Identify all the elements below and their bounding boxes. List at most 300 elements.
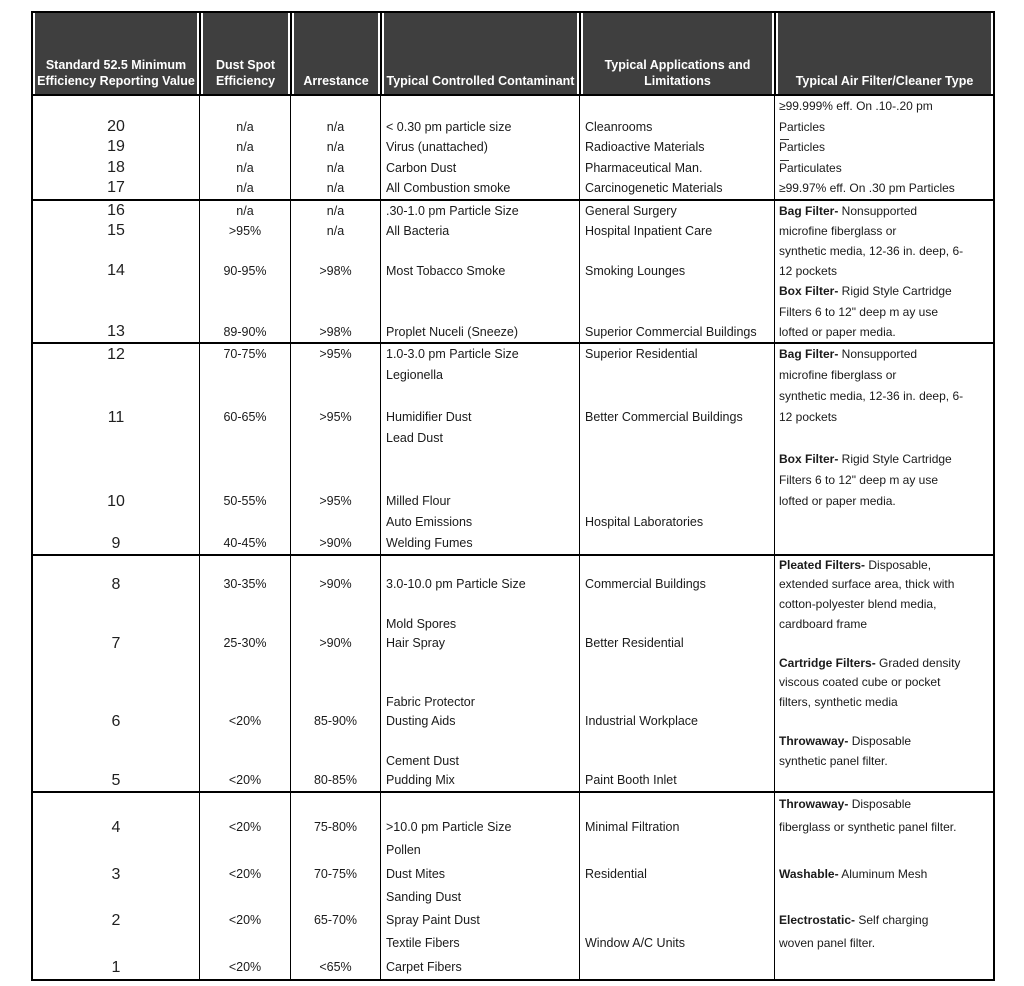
dust-spot-efficiency-line [200, 241, 290, 261]
arrestance-line: >98% [319, 324, 352, 339]
dust-spot-efficiency-line [200, 752, 290, 772]
arrestance-line [291, 793, 380, 816]
contaminant-line: Carbon Dust [386, 160, 457, 175]
merv-value-line: 18 [107, 158, 125, 176]
merv-value-column [33, 201, 199, 342]
application-line: Commercial Buildings [585, 577, 706, 592]
contaminant-line: Carpet Fibers [386, 959, 462, 974]
filter-category-label: Bag Filter- [779, 203, 839, 218]
contaminant-line: Proplet Nuceli (Sneeze) [386, 324, 519, 339]
merv-value-line [33, 386, 199, 407]
arrestance-line: >95% [319, 409, 352, 424]
dust-spot-efficiency-line: n/a [236, 140, 254, 155]
dust-spot-efficiency-line: 40-45% [223, 535, 267, 550]
dust-spot-efficiency-column [199, 793, 290, 979]
application-line: Better Residential [585, 636, 684, 651]
filter-type-line: 12 pockets [779, 409, 838, 424]
dust-spot-efficiency-line [200, 932, 290, 955]
contaminant-line [381, 470, 579, 491]
filter-type-column [774, 201, 993, 342]
arrestance-line [291, 595, 380, 615]
merv-value-line [33, 281, 199, 301]
contaminant-line: 1.0-3.0 pm Particle Size [386, 346, 519, 361]
application-line [580, 556, 774, 576]
dust-spot-efficiency-column [199, 344, 290, 554]
application-line: Industrial Workplace [585, 714, 699, 729]
merv-value-line [33, 595, 199, 615]
contaminant-column [380, 556, 579, 791]
arrestance-line [291, 615, 380, 635]
filter-type-column [774, 556, 993, 791]
filter-type-line: Bag Filter- Nonsupported [779, 346, 918, 361]
filter-category-label: Washable- [779, 866, 839, 881]
application-line: Window A/C Units [585, 936, 686, 951]
dust-spot-efficiency-column [199, 96, 290, 199]
merv-value-column [33, 556, 199, 791]
filter-type-line: Particles [775, 137, 993, 158]
arrestance-line: >95% [319, 493, 352, 508]
dust-spot-efficiency-line [200, 839, 290, 862]
table-section-1 [33, 96, 993, 199]
arrestance-column [290, 96, 380, 199]
merv-value-line [33, 654, 199, 674]
contaminant-line [381, 241, 579, 261]
table-section-3 [33, 342, 993, 554]
merv-value-line [33, 615, 199, 635]
merv-value-line [33, 241, 199, 261]
dust-spot-efficiency-line: 70-75% [223, 346, 267, 361]
arrestance-line: n/a [326, 140, 345, 155]
merv-value-line [33, 932, 199, 955]
dust-spot-efficiency-line: <20% [228, 773, 262, 788]
dust-spot-efficiency-line: <20% [228, 714, 262, 729]
application-line: Hospital Laboratories [585, 514, 704, 529]
dust-spot-efficiency-line: 50-55% [223, 493, 267, 508]
contaminant-line [381, 281, 579, 301]
filter-type-line: cotton-polyester blend media, [779, 597, 937, 611]
arrestance-line [291, 886, 380, 909]
contaminant-line: Welding Fumes [386, 535, 473, 550]
dust-spot-efficiency-line: n/a [236, 181, 254, 196]
header-typical-applications: Typical Applications and Limitations [579, 13, 774, 94]
merv-value-line: 6 [111, 713, 121, 731]
application-line [580, 365, 774, 386]
application-line: Cleanrooms [585, 119, 653, 134]
arrestance-line [291, 281, 380, 301]
arrestance-line [291, 732, 380, 752]
arrestance-line: 85-90% [313, 714, 358, 729]
arrestance-line: >90% [319, 577, 352, 592]
filter-type-line: synthetic media, 12-36 in. deep, 6- [779, 388, 964, 403]
dust-spot-efficiency-line: 89-90% [223, 324, 267, 339]
application-column [579, 96, 774, 199]
arrestance-line: n/a [326, 181, 345, 196]
contaminant-line: All Bacteria [386, 224, 450, 239]
arrestance-line: 70-75% [313, 866, 358, 881]
application-line [580, 909, 774, 932]
header-merv-value: Standard 52.5 Minimum Efficiency Reporting Value [33, 13, 199, 94]
filter-type-line: Particulates [775, 158, 993, 179]
dust-spot-efficiency-line: n/a [236, 160, 254, 175]
contaminant-column [380, 793, 579, 979]
filter-category-label: Bag Filter- [779, 346, 839, 361]
application-column [579, 556, 774, 791]
contaminant-line: Lead Dust [386, 430, 443, 445]
application-column [579, 201, 774, 342]
arrestance-line [291, 752, 380, 772]
arrestance-line [291, 449, 380, 470]
filter-type-column [774, 793, 993, 979]
arrestance-line [291, 932, 380, 955]
merv-value-column [33, 96, 199, 199]
contaminant-line: Hair Spray [386, 636, 446, 651]
filter-type-line: lofted or paper media. [779, 324, 896, 339]
merv-value-line: 20 [107, 117, 125, 135]
arrestance-line [291, 365, 380, 386]
application-line [580, 96, 774, 117]
merv-value-line [33, 449, 199, 470]
application-line [580, 839, 774, 862]
application-line [580, 793, 774, 816]
arrestance-column [290, 201, 380, 342]
merv-value-line [33, 693, 199, 713]
filter-type-line [775, 839, 993, 862]
arrestance-line: >90% [319, 636, 352, 651]
dust-spot-efficiency-line: <20% [228, 913, 262, 928]
contaminant-line [381, 654, 579, 674]
application-line: Paint Booth Inlet [585, 773, 677, 788]
contaminant-line: Legionella [386, 367, 443, 382]
arrestance-line [291, 839, 380, 862]
dust-spot-efficiency-line: <20% [228, 959, 262, 974]
contaminant-line: Spray Paint Dust [386, 913, 480, 928]
filter-type-line: Filters 6 to 12" deep m ay use [779, 304, 939, 319]
application-line: Superior Commercial Buildings [585, 324, 757, 339]
contaminant-line: Dust Mites [386, 866, 446, 881]
merv-value-line [33, 470, 199, 491]
filter-type-line: viscous coated cube or pocket [779, 675, 941, 690]
dust-spot-efficiency-line [200, 615, 290, 635]
dust-spot-efficiency-line [200, 386, 290, 407]
application-line [580, 886, 774, 909]
arrestance-line: n/a [326, 224, 345, 239]
application-line [580, 302, 774, 322]
contaminant-line: >10.0 pm Particle Size [386, 820, 512, 835]
dust-spot-efficiency-line [200, 302, 290, 322]
dust-spot-efficiency-column [199, 556, 290, 791]
contaminant-line: Dusting Aids [386, 714, 456, 729]
dust-spot-efficiency-line [200, 673, 290, 693]
merv-value-line: 17 [107, 179, 125, 197]
dust-spot-efficiency-line [200, 886, 290, 909]
contaminant-line: Sanding Dust [386, 889, 462, 904]
application-line [580, 449, 774, 470]
application-line: Carcinogenetic Materials [585, 181, 723, 196]
header-air-filter-cleaner-type: Typical Air Filter/Cleaner Type [774, 13, 993, 94]
table-header-row [33, 13, 993, 96]
filter-type-line [775, 956, 993, 979]
application-line [580, 693, 774, 713]
application-line: Residential [585, 866, 647, 881]
contaminant-line: Auto Emissions [386, 514, 473, 529]
arrestance-line [291, 302, 380, 322]
application-line [580, 595, 774, 615]
dust-spot-efficiency-line [200, 595, 290, 615]
application-line [580, 470, 774, 491]
arrestance-line [291, 96, 380, 117]
contaminant-column [380, 96, 579, 199]
contaminant-line [381, 449, 579, 470]
filter-type-line: Electrostatic- Self charging [779, 913, 929, 928]
contaminant-line: Mold Spores [386, 616, 457, 631]
merv-value-line: 19 [107, 138, 125, 156]
contaminant-line: Milled Flour [386, 493, 451, 508]
filter-type-line: microfine fiberglass or [779, 367, 897, 382]
merv-value-line [33, 96, 199, 117]
application-line [580, 956, 774, 979]
application-line [580, 491, 774, 512]
contaminant-line: Cement Dust [386, 753, 459, 768]
application-column [579, 344, 774, 554]
filter-type-line [775, 712, 993, 732]
application-line [580, 752, 774, 772]
filter-type-line [775, 771, 993, 791]
filter-type-line: Filters 6 to 12" deep m ay use [779, 472, 939, 487]
dust-spot-efficiency-line: 60-65% [223, 409, 267, 424]
arrestance-line: >90% [319, 535, 352, 550]
merv-value-line [33, 365, 199, 386]
merv-value-line: 12 [107, 345, 125, 363]
contaminant-line [381, 732, 579, 752]
merv-value-line [33, 732, 199, 752]
filter-type-line: Bag Filter- Nonsupported [779, 203, 918, 218]
application-line: Pharmaceutical Man. [585, 160, 703, 175]
filter-type-line: fiberglass or synthetic panel filter. [779, 820, 957, 835]
contaminant-line [381, 673, 579, 693]
filter-category-label: Throwaway- [779, 796, 849, 811]
application-line [580, 281, 774, 301]
arrestance-line [291, 512, 380, 533]
arrestance-line: 75-80% [313, 820, 358, 835]
dust-spot-efficiency-line: <20% [228, 820, 262, 835]
filter-type-line: Cartridge Filters- Graded density [779, 655, 961, 670]
filter-type-line: Washable- Aluminum Mesh [779, 866, 928, 881]
contaminant-line [381, 595, 579, 615]
merv-value-line: 2 [111, 912, 121, 930]
application-line [580, 533, 774, 554]
dust-spot-efficiency-line: 30-35% [223, 577, 267, 592]
merv-value-line [33, 302, 199, 322]
filter-type-line: microfine fiberglass or [779, 224, 897, 239]
filter-type-line [775, 428, 993, 449]
contaminant-line: Pudding Mix [386, 773, 455, 788]
filter-type-line: ≥99.999% eff. On .10-.20 pm [779, 99, 933, 113]
merv-value-line: 11 [107, 408, 125, 426]
application-line [580, 654, 774, 674]
contaminant-line [381, 302, 579, 322]
table-section-4 [33, 554, 993, 791]
filter-category-label: Electrostatic- [779, 913, 856, 928]
merv-value-line [33, 428, 199, 449]
dust-spot-efficiency-column [199, 201, 290, 342]
application-line: Superior Residential [585, 346, 698, 361]
arrestance-line [291, 693, 380, 713]
header-dust-spot-efficiency: Dust Spot Efficiency [199, 13, 290, 94]
application-line: Hospital Inpatient Care [585, 224, 713, 239]
arrestance-line: >98% [319, 264, 352, 279]
dust-spot-efficiency-line: 90-95% [223, 264, 267, 279]
merv-value-column [33, 793, 199, 979]
contaminant-line: Virus (unattached) [386, 140, 488, 155]
arrestance-line [291, 386, 380, 407]
filter-type-line: synthetic media, 12-36 in. deep, 6- [779, 244, 964, 259]
filter-type-line [775, 512, 993, 533]
arrestance-line: n/a [326, 119, 345, 134]
dust-spot-efficiency-line [200, 428, 290, 449]
merv-value-line: 5 [111, 772, 121, 790]
application-line [580, 241, 774, 261]
filter-type-line: cardboard frame [779, 616, 868, 631]
contaminant-line: Pollen [386, 843, 421, 858]
header-typical-controlled-contaminant: Typical Controlled Contaminant [380, 13, 579, 94]
filter-category-label: Throwaway- [779, 734, 849, 749]
header-arrestance: Arrestance [290, 13, 380, 94]
arrestance-line [291, 241, 380, 261]
filter-type-line: Box Filter- Rigid Style Cartridge [779, 284, 952, 299]
application-line: Smoking Lounges [585, 264, 686, 279]
dust-spot-efficiency-line [200, 556, 290, 576]
arrestance-line: <65% [319, 959, 352, 974]
merv-value-line: 1 [111, 958, 121, 976]
filter-category-label: Box Filter- [779, 451, 839, 466]
merv-value-line: 9 [111, 534, 121, 552]
filter-category-label: Cartridge Filters- [779, 655, 876, 670]
dust-spot-efficiency-line [200, 449, 290, 470]
merv-value-line: 14 [107, 262, 125, 280]
merv-rating-table [31, 11, 995, 981]
filter-type-line: lofted or paper media. [779, 493, 896, 508]
dust-spot-efficiency-line [200, 512, 290, 533]
arrestance-line: n/a [326, 203, 345, 218]
filter-type-line: filters, synthetic media [779, 694, 898, 709]
merv-value-column [33, 344, 199, 554]
application-line [580, 615, 774, 635]
contaminant-line [381, 386, 579, 407]
application-line: General Surgery [585, 203, 677, 218]
arrestance-line [291, 654, 380, 674]
dust-spot-efficiency-line: 25-30% [223, 636, 267, 651]
application-line [580, 386, 774, 407]
filter-category-label: Box Filter- [779, 284, 839, 299]
arrestance-column [290, 793, 380, 979]
dust-spot-efficiency-line [200, 732, 290, 752]
dust-spot-efficiency-line: n/a [236, 203, 254, 218]
contaminant-line [381, 793, 579, 816]
filter-type-column [774, 344, 993, 554]
contaminant-line: 3.0-10.0 pm Particle Size [386, 577, 526, 592]
arrestance-line: 80-85% [313, 773, 358, 788]
contaminant-line [381, 556, 579, 576]
dust-spot-efficiency-line [200, 365, 290, 386]
application-line: Better Commercial Buildings [585, 409, 743, 424]
merv-value-line: 8 [111, 576, 121, 594]
arrestance-line [291, 673, 380, 693]
arrestance-line: 65-70% [313, 913, 358, 928]
merv-value-line [33, 556, 199, 576]
filter-type-line: ≥99.97% eff. On .30 pm Particles [779, 181, 955, 196]
merv-value-line: 4 [111, 819, 121, 837]
application-line [580, 428, 774, 449]
contaminant-column [380, 344, 579, 554]
filter-type-line: extended surface area, thick with [779, 577, 955, 592]
table-body [33, 96, 993, 979]
contaminant-line [381, 96, 579, 117]
dust-spot-efficiency-line: >95% [228, 224, 262, 239]
contaminant-line: All Combustion smoke [386, 181, 511, 196]
contaminant-line: < 0.30 pm particle size [386, 119, 512, 134]
filter-type-line: synthetic panel filter. [779, 753, 888, 768]
merv-value-line [33, 673, 199, 693]
arrestance-column [290, 556, 380, 791]
filter-type-line [775, 533, 993, 554]
arrestance-column [290, 344, 380, 554]
arrestance-line: n/a [326, 160, 345, 175]
dust-spot-efficiency-line [200, 96, 290, 117]
merv-value-line: 15 [107, 222, 125, 240]
filter-type-line: Throwaway- Disposable [779, 796, 912, 811]
dust-spot-efficiency-line [200, 793, 290, 816]
application-line: Minimal Filtration [585, 820, 680, 835]
merv-value-line [33, 512, 199, 533]
application-column [579, 793, 774, 979]
merv-value-line [33, 752, 199, 772]
dust-spot-efficiency-line [200, 470, 290, 491]
contaminant-line: Textile Fibers [386, 936, 460, 951]
dust-spot-efficiency-line: n/a [236, 119, 254, 134]
application-line [580, 732, 774, 752]
merv-value-line: 7 [111, 635, 121, 653]
application-line [580, 673, 774, 693]
merv-value-line: 13 [107, 322, 125, 340]
filter-type-line: Particles [779, 119, 826, 134]
filter-type-line: woven panel filter. [779, 936, 876, 951]
merv-value-line [33, 839, 199, 862]
arrestance-line [291, 470, 380, 491]
arrestance-line [291, 556, 380, 576]
dust-spot-efficiency-line [200, 654, 290, 674]
contaminant-line: .30-1.0 pm Particle Size [386, 203, 519, 218]
filter-type-line [775, 886, 993, 909]
filter-type-line: 12 pockets [779, 264, 838, 279]
arrestance-line: >95% [319, 346, 352, 361]
filter-type-line: Pleated Filters- Disposable, [779, 557, 932, 572]
contaminant-line: Most Tobacco Smoke [386, 264, 506, 279]
contaminant-column [380, 201, 579, 342]
merv-value-line [33, 793, 199, 816]
arrestance-line [291, 428, 380, 449]
application-line: Radioactive Materials [585, 140, 705, 155]
filter-type-line: Throwaway- Disposable [779, 734, 912, 749]
dust-spot-efficiency-line: <20% [228, 866, 262, 881]
filter-type-line [775, 634, 993, 654]
dust-spot-efficiency-line [200, 281, 290, 301]
merv-value-line [33, 886, 199, 909]
merv-value-line: 10 [107, 492, 125, 510]
table-section-2 [33, 199, 993, 342]
filter-type-line: Box Filter- Rigid Style Cartridge [779, 451, 952, 466]
merv-value-line: 16 [107, 201, 125, 219]
merv-value-line: 3 [111, 865, 121, 883]
